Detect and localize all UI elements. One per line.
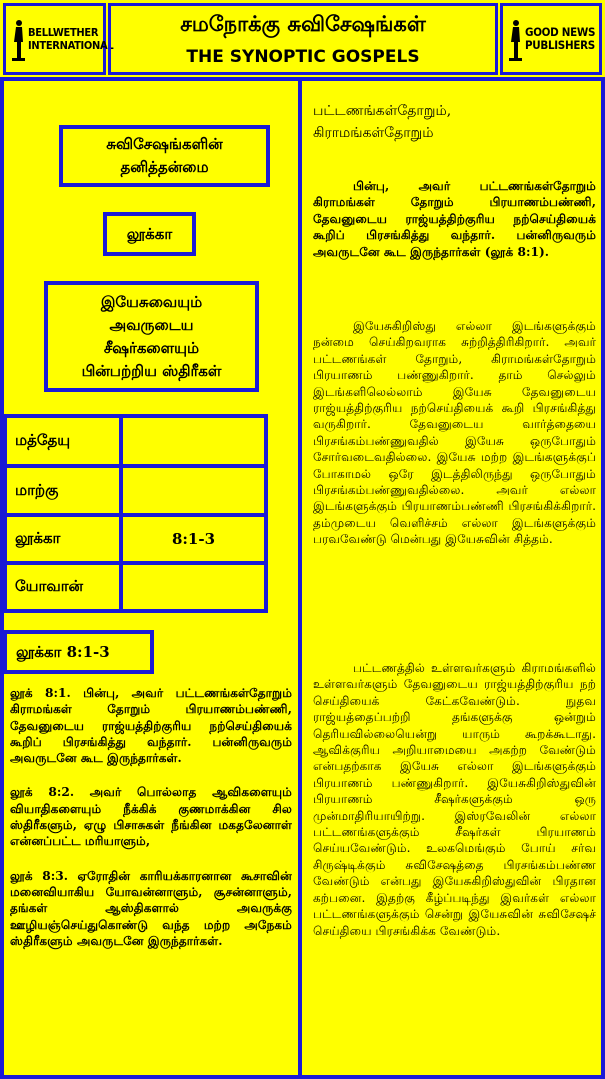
bellwether-figure-icon	[11, 18, 25, 62]
scripture-passage	[10, 685, 292, 967]
reference-cell	[121, 563, 266, 611]
logo-line-1: BELLWETHER	[28, 26, 99, 39]
table-row	[5, 466, 266, 515]
section-title-line-1: சுவிசேஷங்களின்	[106, 135, 223, 153]
commentary-heading	[313, 100, 596, 144]
table-row	[5, 515, 266, 563]
logo-line-1: GOOD NEWS	[525, 25, 596, 39]
verse-text: லூக் 8:1. பின்பு, அவர் பட்டணங்கள்தோறும் கிராமங்கள் தோறும் பிரயாணம்பண்ணி, தேவனுடைய ராஜ்யத்திற்குரிய நற்செய்தியைக் கூறிப் பிரசங்கித்து வந்தார். பன்னிருவரும் அவருடனே கூட இருந்தார்கள்.	[10, 686, 292, 766]
commentary-quote	[313, 178, 596, 260]
gospel-cell: யோவான்	[5, 563, 121, 611]
gospel-cell: லூக்கா	[5, 515, 121, 563]
topic-line-2: அவருடைய	[109, 315, 194, 334]
table-row	[5, 416, 266, 466]
gospel-name-box	[103, 212, 196, 256]
paragraph-text: பட்டணத்தில் உள்ளவர்களும் கிராமங்களில் உள்ளவர்களும் தேவனுடைய ராஜ்யத்திற்குரிய நற் செய்தியைக் கேட்கவேண்டும். நுதவ ராஜ்யத்தைப்பற்றி தங்களுக்கு ஒன்றும் தெரியவில்லையென்று யாரும் கூறக்கூடாது. ஆவிக்குரிய அறியாமையை அகற்ற வேண்டும் என்பதற்காக இயேசு எல்லா இடங்களுக்கும் பிரயாணம் பண்ணுகிறார். இயேசுகிறிஸ்துவின் பிரயாணம் சீஷர்களுக்கும் ஒரு முன்மாதிரியாயிற்று. இஸ்ரவேலின் எல்லா பட்டணங்களுக்கும் சீஷர்கள் பிரயாணம் செய்யவேண்டும். உலகமெங்கும் போய் சர்வ சிருஷ்டிக்கும் சுவிசேஷத்தை பிரசங்கம்பண்ண வேண்டும் என்பது இயேசுகிறிஸ்துவின் பிரதான கற்பனை. இதற்கு கீழ்ப்படிந்து இவர்கள் எல்லா பட்டணங்களுக்கும் சென்று இயேசுவின் சுவிசேஷச் செய்தியை பிரசங்கிக்க வேண்டும்.	[313, 661, 596, 938]
logo-line-2: INTERNATIONAL	[28, 39, 114, 52]
reference-cell: 8:1-3	[121, 515, 266, 563]
section-title-box	[59, 125, 270, 187]
topic-line-4: பின்பற்றிய ஸ்திரீகள்	[81, 361, 222, 380]
reference-cell	[121, 416, 266, 466]
section-title-line-2: தனித்தன்மை	[120, 158, 209, 176]
paragraph-text: இயேசுகிறிஸ்து எல்லா இடங்களுக்கும் நன்மை செய்கிறவராக சுற்றித்திரிகிறார். அவர் பட்டணங்கள் தோறும், கிராமங்கள்தோறும் பிரயாணம் பண்ணுகிறார். தாம் செல்லும் இடங்களிலெல்லாம் இயேசு தேவனுடைய ராஜ்யத்திற்குரிய நற்செய்தியைக் கூறி பிரசங்கித்து வருகிறார். தேவனுடைய வார்த்தையை பிரசங்கம்பண்ணுவதில் இயேசு ஒருபோதும் சோர்வடைவதில்லை. இயேசு மற்ற இடங்களுக்குப் போகாமல் ஒரே இடத்திலிருந்து ஒருபோதும் பிரசங்கம்பண்ணுவதில்லை. அவர் எல்லா இடங்களுக்கும் பிரயாணம்பண்ணி பிரசங்கிக்கிறார். தம்முடைய வெளிச்சம் எல்லா இடங்களுக்கும் பரவவேண்டு மென்பது இயேசுவின் சித்தம்.	[313, 319, 596, 547]
verse-text: லூக் 8:3. ஏரோதின் காரியக்காரனான கூசாவின் மனைவியாகிய யோவன்னாளும், சூசன்னாளும், தங்கள் ஆஸ்திகளால் அவருக்கு ஊழியஞ்செய்துகொண்டு வந்த மற்ற அநேகம் ஸ்திரீகளும் அவருடனே இருந்தார்கள்.	[10, 868, 292, 948]
good-news-logo	[500, 3, 602, 75]
heading-line-2: கிராமங்கள்தோறும்	[313, 125, 434, 141]
gospel-reference-table	[3, 414, 268, 613]
topic-line-1: இயேசுவையும்	[100, 292, 203, 311]
bellwether-logo	[3, 3, 114, 75]
reference-cell	[121, 466, 266, 515]
commentary-paragraph-1	[313, 318, 596, 548]
gospel-cell: மாற்கு	[5, 466, 121, 515]
topic-line-3: சீஷர்களையும்	[103, 338, 200, 357]
passage-heading-box	[3, 630, 154, 674]
heading-line-1: பட்டணங்கள்தோறும்,	[313, 103, 452, 119]
good-news-figure-icon	[508, 18, 522, 62]
page-title-box	[108, 3, 498, 75]
page-title-tamil: சமநோக்கு சுவிசேஷங்கள்	[180, 12, 426, 36]
verse-text: லூக் 8:2. அவர் பொல்லாத ஆவிகளையும் வியாதிகளையும் நீக்கிக் குணமாக்கின சில ஸ்திரீகளும், ஏழு பிசாசுகள் நீங்கின மகதலேனாள் என்னப்பட்ட மரியாளும்,	[10, 785, 292, 849]
logo-line-2: PUBLISHERS	[525, 38, 595, 52]
table-row	[5, 563, 266, 611]
quote-text: பின்பு, அவர் பட்டணங்கள்தோறும் கிராமங்கள் தோறும் பிரயாணம்பண்ணி, தேவனுடைய ராஜ்யத்திற்குரிய நற்செய்தியைக் கூறிப் பிரசங்கித்து வந்தார். பன்னிருவரும் அவருடனே கூட இருந்தார்கள் (லூக் 8:1).	[313, 179, 596, 259]
passage-heading: லூக்கா 8:1-3	[16, 642, 110, 661]
commentary-paragraph-2	[313, 660, 596, 939]
gospel-cell: மத்தேயு	[5, 416, 121, 466]
page-title-english: THE SYNOPTIC GOSPELS	[186, 47, 420, 67]
topic-box	[44, 281, 259, 392]
gospel-name: லூக்கா	[126, 224, 173, 243]
